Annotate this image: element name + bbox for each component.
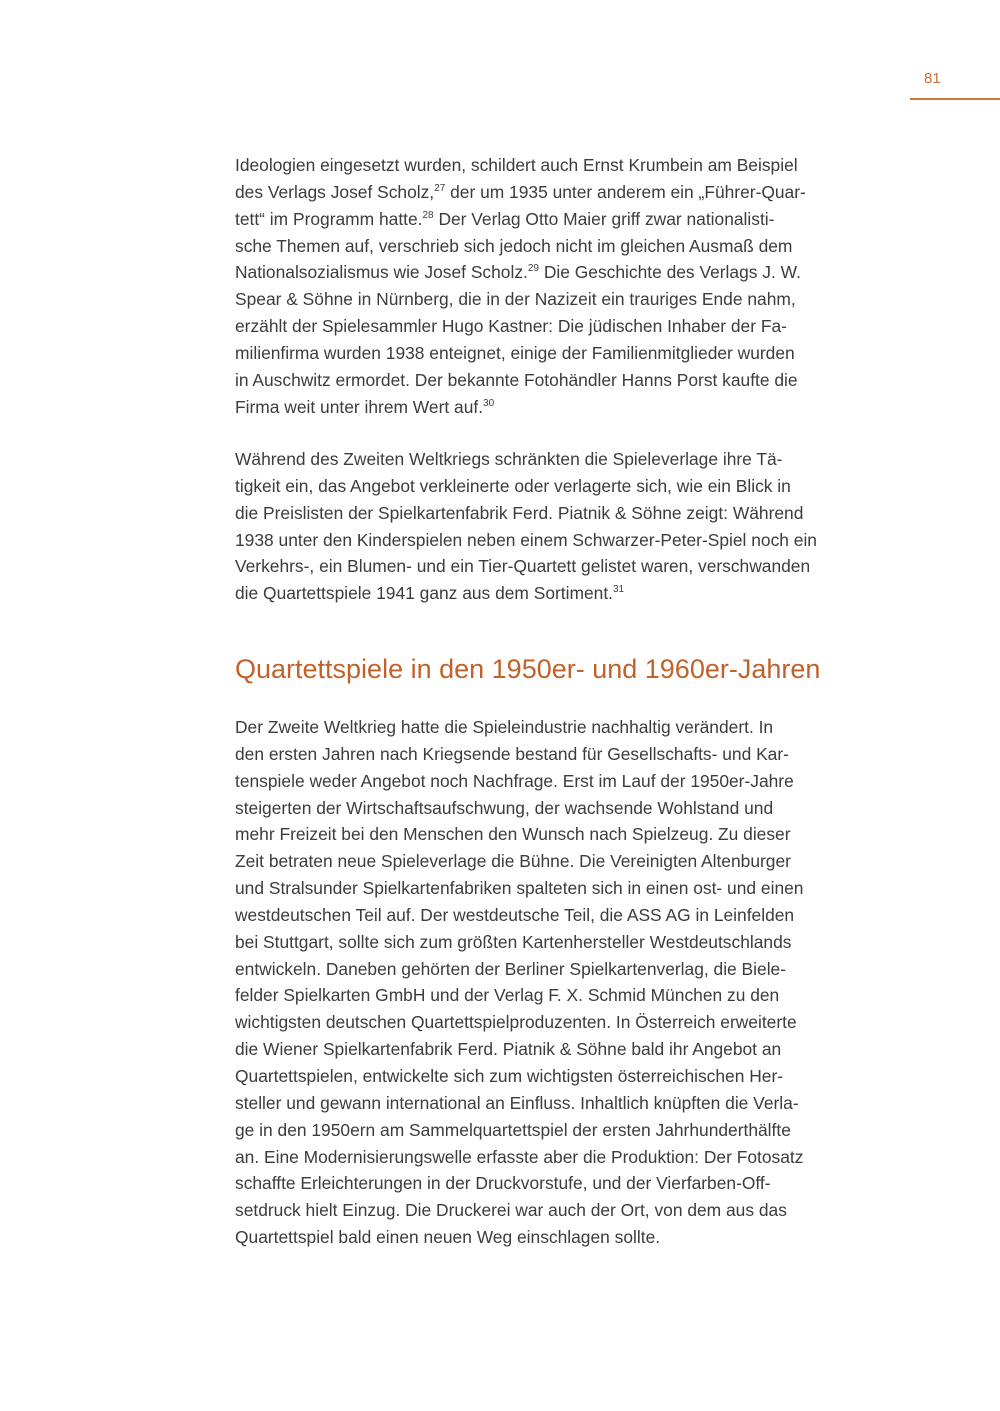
text-span: die Wiener Spielkartenfabrik Ferd. Piatnik & Söhne bald ihr Angebot an bbox=[235, 1039, 782, 1060]
text-span: steller und gewann international an Einfluss. Inhaltlich knüpften die Verla- bbox=[235, 1092, 799, 1113]
text-span: milienfirma wurden 1938 enteignet, einige der Familienmitglieder wurden bbox=[235, 342, 795, 363]
text-line bbox=[235, 1197, 803, 1224]
text-span: Quartettspiel bald einen neuen Weg einschlagen sollte. bbox=[235, 1227, 661, 1248]
text-span: tigkeit ein, das Angebot verkleinerte oder verlagerte sich, wie ein Blick in bbox=[235, 475, 791, 496]
text-span: schaffte Erleichterungen in der Druckvorstufe, und der Vierfarben-Off- bbox=[235, 1173, 771, 1194]
header-rule bbox=[910, 98, 1000, 100]
text-line bbox=[235, 367, 806, 394]
text-span: setdruck hielt Einzug. Die Druckerei war auch der Ort, von dem aus das bbox=[235, 1200, 787, 1221]
text-line bbox=[235, 1090, 803, 1117]
text-line bbox=[235, 982, 803, 1009]
text-span: Die Geschichte des Verlags J. W. bbox=[539, 262, 801, 283]
text-span: Ideologien eingesetzt wurden, schildert auch Ernst Krumbein am Beispiel bbox=[235, 155, 798, 175]
text-span: Nationalsozialismus wie Josef Scholz. bbox=[235, 262, 528, 283]
text-line bbox=[235, 473, 817, 500]
text-line bbox=[235, 1224, 803, 1251]
text-span: des Verlags Josef Scholz, bbox=[235, 181, 435, 202]
text-span: Spear & Söhne in Nürnberg, die in der Nazizeit ein trauriges Ende nahm, bbox=[235, 289, 796, 310]
text-span: Der Verlag Otto Maier griff zwar nationalisti- bbox=[433, 208, 775, 229]
text-line bbox=[235, 1144, 803, 1171]
text-span: felder Spielkarten GmbH und der Verlag F. X. Schmid München zu den bbox=[235, 985, 780, 1006]
footnote-reference[interactable]: 28 bbox=[422, 209, 434, 221]
text-span: 1938 unter den Kinderspielen neben einem Schwarzer-Peter-Spiel noch ein bbox=[235, 529, 817, 550]
text-span: bei Stuttgart, sollte sich zum größten Kartenhersteller Westdeutschlands bbox=[235, 931, 792, 952]
text-line bbox=[235, 152, 806, 179]
text-span: in Auschwitz ermordet. Der bekannte Fotohändler Hanns Porst kaufte die bbox=[235, 369, 798, 390]
text-span: Der Zweite Weltkrieg hatte die Spieleindustrie nachhaltig verändert. In bbox=[235, 717, 774, 737]
text-line bbox=[235, 875, 803, 902]
paragraph-2 bbox=[235, 446, 817, 607]
footnote-reference[interactable]: 29 bbox=[527, 263, 539, 275]
text-span: entwickeln. Daneben gehörten der Berliner Spielkartenverlag, die Biele- bbox=[235, 958, 787, 979]
paragraph-3 bbox=[235, 714, 803, 1251]
footnote-reference[interactable]: 27 bbox=[434, 182, 446, 194]
text-span: westdeutschen Teil auf. Der westdeutsche Teil, die ASS AG in Leinfelden bbox=[235, 904, 795, 925]
text-span: erzählt der Spielesammler Hugo Kastner: Die jüdischen Inhaber der Fa- bbox=[235, 316, 787, 337]
text-line bbox=[235, 1117, 803, 1144]
text-line bbox=[235, 768, 803, 795]
section-heading: Quartettspiele in den 1950er- und 1960er-Jahren bbox=[235, 654, 821, 684]
text-span: die Quartettspiele 1941 ganz aus dem Sortiment. bbox=[235, 583, 613, 604]
footnote-reference[interactable]: 31 bbox=[612, 584, 625, 596]
text-line bbox=[235, 956, 803, 983]
text-span: der um 1935 unter anderem ein „Führer-Quar- bbox=[445, 181, 806, 202]
text-line bbox=[235, 714, 803, 741]
text-line bbox=[235, 929, 803, 956]
text-line bbox=[235, 206, 806, 233]
paragraph-1 bbox=[235, 152, 806, 420]
text-span: Verkehrs-, ein Blumen- und ein Tier-Quartett gelistet waren, verschwanden bbox=[235, 556, 811, 577]
text-line bbox=[235, 313, 806, 340]
text-span: tett“ im Programm hatte. bbox=[235, 208, 423, 229]
text-line bbox=[235, 741, 803, 768]
text-span: Während des Zweiten Weltkriegs schränkten die Spieleverlage ihre Tä- bbox=[235, 449, 783, 469]
text-span: den ersten Jahren nach Kriegsende bestand für Gesellschafts- und Kar- bbox=[235, 743, 789, 764]
text-line bbox=[235, 446, 817, 473]
text-line bbox=[235, 1009, 803, 1036]
text-span: ge in den 1950ern am Sammelquartettspiel der ersten Jahrhunderthälfte bbox=[235, 1119, 791, 1140]
text-line bbox=[235, 259, 806, 286]
text-span: tenspiele weder Angebot noch Nachfrage. Erst im Lauf der 1950er-Jahre bbox=[235, 770, 794, 791]
text-span: Zeit betraten neue Spieleverlage die Bühne. Die Vereinigten Altenburger bbox=[235, 851, 791, 872]
text-span: die Preislisten der Spielkartenfabrik Ferd. Piatnik & Söhne zeigt: Während bbox=[235, 502, 804, 523]
text-line bbox=[235, 580, 817, 607]
text-line bbox=[235, 394, 806, 421]
footnote-reference[interactable]: 30 bbox=[483, 397, 495, 409]
text-span: Firma weit unter ihrem Wert auf. bbox=[235, 396, 484, 417]
text-span: mehr Freizeit bei den Menschen den Wunsch nach Spielzeug. Zu dieser bbox=[235, 824, 791, 845]
text-line bbox=[235, 527, 817, 554]
text-span: wichtigsten deutschen Quartettspielproduzenten. In Österreich erweiterte bbox=[235, 1012, 797, 1033]
text-span: und Stralsunder Spielkartenfabriken spalteten sich in einen ost- und einen bbox=[235, 878, 804, 899]
text-line bbox=[235, 340, 806, 367]
text-line bbox=[235, 1036, 803, 1063]
text-span: an. Eine Modernisierungswelle erfasste aber die Produktion: Der Fotosatz bbox=[235, 1146, 804, 1167]
text-line bbox=[235, 500, 817, 527]
text-line bbox=[235, 233, 806, 260]
page-number: 81 bbox=[924, 70, 941, 87]
text-line bbox=[235, 1063, 803, 1090]
text-line bbox=[235, 179, 806, 206]
text-span: Quartettspielen, entwickelte sich zum wichtigsten österreichischen Her- bbox=[235, 1065, 784, 1086]
text-line bbox=[235, 848, 803, 875]
text-span: sche Themen auf, verschrieb sich jedoch nicht im gleichen Ausmaß dem bbox=[235, 235, 793, 256]
text-span: steigerten der Wirtschaftsaufschwung, der wachsende Wohlstand und bbox=[235, 797, 774, 818]
text-line bbox=[235, 821, 803, 848]
text-line bbox=[235, 286, 806, 313]
text-line bbox=[235, 795, 803, 822]
text-line bbox=[235, 553, 817, 580]
text-line bbox=[235, 902, 803, 929]
text-line bbox=[235, 1170, 803, 1197]
